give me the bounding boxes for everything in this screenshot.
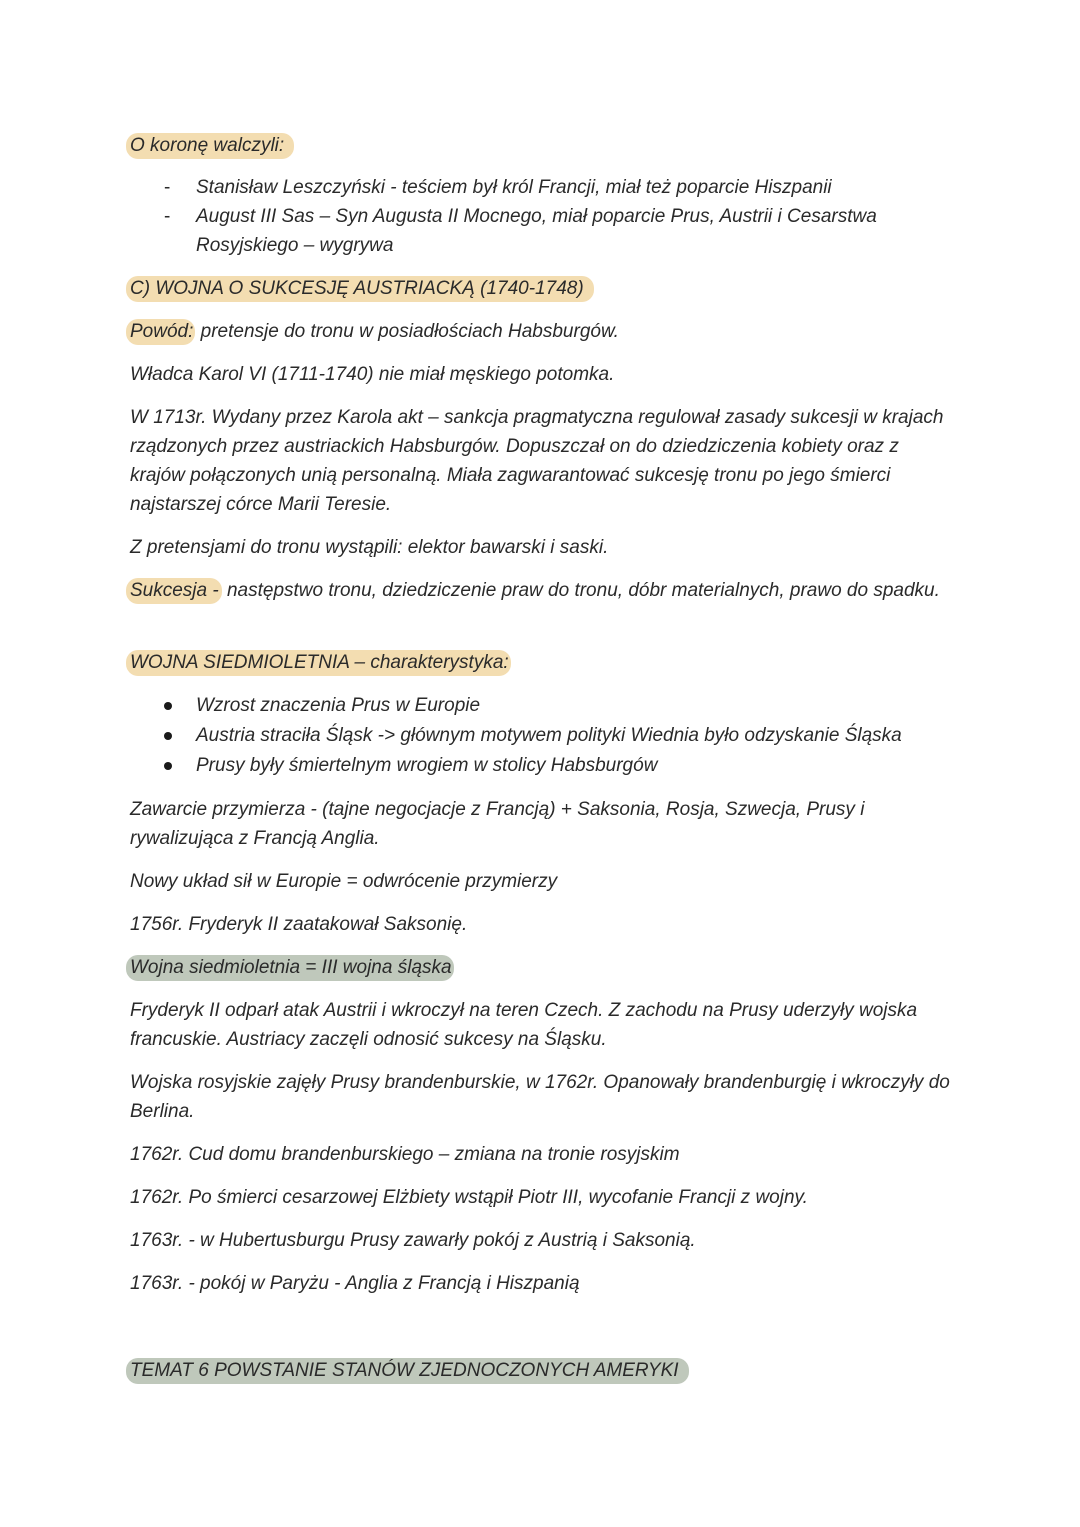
list-item (160, 721, 950, 751)
topic6-highlight: TEMAT 6 POWSTANIE STANÓW ZJEDNOCZONYCH AMERYKI (126, 1358, 689, 1384)
crown-heading (130, 131, 294, 160)
seven-years-heading (130, 648, 511, 677)
crown-heading-highlight: O koronę walczyli: (126, 133, 294, 159)
frederick-paragraph: Fryderyk II odparł atak Austrii i wkroczył na teren Czech. Z zachodu na Prusy uderzyły wojska francuskie. Austriacy zaczęli odnosić sukcesy na Śląsku. (130, 1000, 918, 1050)
section-c-heading (130, 274, 594, 303)
section-c-highlight: C) WOJNA O SUKCESJĘ AUSTRIACKĄ (1740-1748) (126, 276, 594, 302)
list-item (160, 173, 950, 202)
list-item (160, 751, 950, 781)
list-item (160, 691, 950, 721)
paragraph: 1762r. Po śmierci cesarzowej Elżbiety wstąpił Piotr III, wycofanie Francji z wojny. (130, 1187, 808, 1208)
seven-years-list (160, 691, 950, 781)
succession-label: Sukcesja - (126, 578, 222, 604)
bullet-dot (164, 732, 172, 740)
list-item (160, 202, 950, 260)
bullet-dot (164, 762, 172, 770)
topic6-heading (130, 1356, 689, 1385)
paragraph: 1756r. Fryderyk II zaatakował Saksonię. (130, 914, 468, 935)
reason-label: Powód: (126, 319, 195, 345)
russia-paragraph: Wojska rosyjskie zajęły Prusy brandenburskie, w 1762r. Opanowały brandenburgię i wkroczyły do Berlina. (130, 1072, 950, 1122)
list-item-text: August III Sas – Syn Augusta II Mocnego, miał poparcie Prus, Austrii i Cesarstwa Rosyjskiego – wygrywa (196, 206, 877, 256)
sanction-paragraph: W 1713r. Wydany przez Karola akt – sankcja pragmatyczna regulował zasady sukcesji w krajach rządzonych przez austriackich Habsburgów. Dopuszczał on do dziedziczenia kobiety oraz z krajów połączonych unią personalną. Miała zagwarantować sukcesję tronu po jego śmierci najstarszej córce Marii Teresie. (130, 407, 944, 515)
paragraph: 1763r. - pokój w Paryżu - Anglia z Francją i Hiszpanią (130, 1273, 580, 1294)
alliance-paragraph: Zawarcie przymierza - (tajne negocjacje z Francją) + Saksonia, Rosja, Szwecja, Prusy i rywalizująca z Francją Anglia. (130, 799, 865, 849)
paragraph: Nowy układ sił w Europie = odwrócenie przymierzy (130, 871, 558, 892)
silesian-war-highlight: Wojna siedmioletnia = III wojna śląska (126, 955, 454, 981)
paragraph: 1763r. - w Hubertusburgu Prusy zawarły pokój z Austrią i Saksonią. (130, 1230, 696, 1251)
paragraph: 1762r. Cud domu brandenburskiego – zmiana na tronie rosyjskim (130, 1144, 680, 1165)
reason-text: pretensje do tronu w posiadłościach Habsburgów. (195, 321, 619, 342)
paragraph: Władca Karol VI (1711-1740) nie miał męskiego potomka. (130, 364, 615, 385)
list-item-text: Austria straciła Śląsk -> głównym motywem polityki Wiednia było odzyskanie Śląska (196, 725, 902, 746)
list-item-text: Stanisław Leszczyński - teściem był król Francji, miał też poparcie Hiszpanii (196, 177, 832, 198)
dash-bullet: - (164, 177, 171, 198)
list-item-text: Prusy były śmiertelnym wrogiem w stolicy Habsburgów (196, 755, 658, 776)
succession-text: następstwo tronu, dziedziczenie praw do tronu, dóbr materialnych, prawo do spadku. (221, 580, 940, 601)
dash-bullet: - (164, 206, 171, 227)
seven-years-highlight: WOJNA SIEDMIOLETNIA – charakterystyka: (126, 650, 511, 676)
list-item-text: Wzrost znaczenia Prus w Europie (196, 695, 481, 716)
silesian-war-heading (130, 953, 454, 982)
reason-paragraph (130, 317, 619, 346)
crown-candidates-list (160, 173, 950, 260)
bullet-dot (164, 702, 172, 710)
succession-definition (130, 576, 950, 605)
paragraph: Z pretensjami do tronu wystąpili: elektor bawarski i saski. (130, 537, 609, 558)
